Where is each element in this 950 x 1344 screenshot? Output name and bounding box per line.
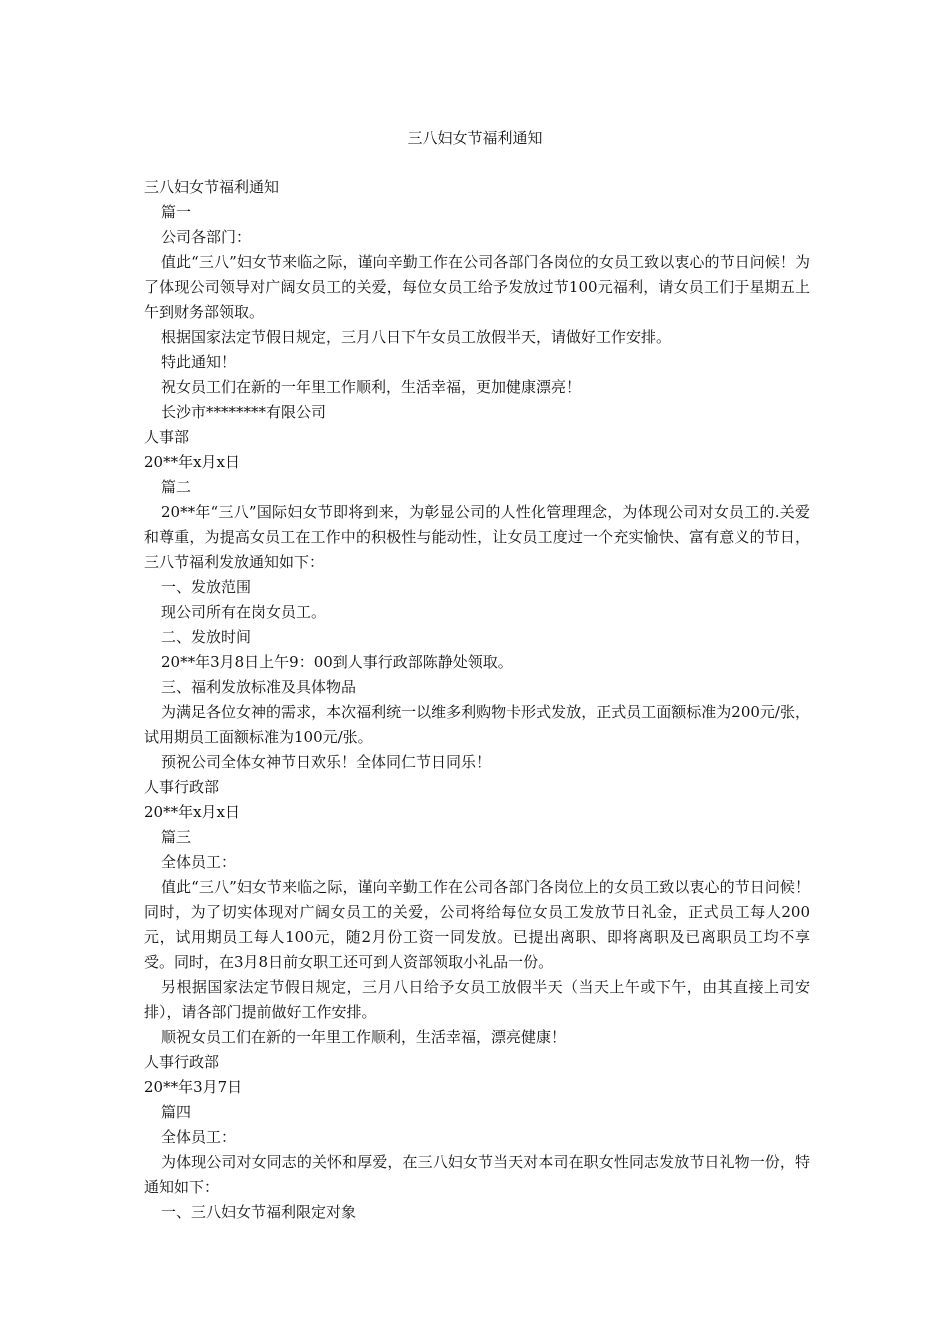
signature-date: 20**年3月7日 [144,1078,243,1096]
paragraph: 另根据国家法定节假日规定，三月八日给予女员工放假半天（当天上午或下午，由其直接上司安排），请各部门提前做好工作安排。 [144,978,810,1021]
section-heading: 篇二 [161,478,192,496]
paragraph: 特此通知！ [161,353,237,371]
signature-department: 人事行政部 [144,1053,220,1071]
list-heading: 三、福利发放标准及具体物品 [161,678,357,696]
paragraph: 20**年3月8日上午9：00到人事行政部陈静处领取。 [161,653,513,671]
document-body [144,175,810,1225]
signature-company: 长沙市********有限公司 [161,403,327,421]
paragraph: 三八妇女节福利通知 [144,178,280,196]
signature-date: 20**年x月x日 [144,453,241,471]
paragraph: 值此“三八”妇女节来临之际，谨向辛勤工作在公司各部门各岗位上的女员工致以衷心的节日问候！同时，为了切实体现对广阔女员工的关爱，公司将给每位女员工发放节日礼金，正式员工每人200元，试用期员工每人100元，随2月份工资一同发放。已提出离职、即将离职及已离职员工均不享受。同时，在3月8日前女职工还可到人资部领取小礼品一份。 [144,878,810,971]
section-heading: 篇四 [161,1103,192,1121]
document-title: 三八妇女节福利通知 [407,129,543,147]
section-heading: 篇一 [161,203,192,221]
list-heading: 二、发放时间 [161,628,252,646]
salutation: 全体员工： [161,1128,237,1146]
paragraph: 现公司所有在岗女员工。 [161,603,327,621]
signature-department: 人事部 [144,428,190,446]
paragraph: 顺祝女员工们在新的一年里工作顺利，生活幸福，漂亮健康！ [161,1028,567,1046]
paragraph: 为体现公司对女同志的关怀和厚爱，在三八妇女节当天对本司在职女性同志发放节日礼物一份，特通知如下： [144,1153,810,1196]
list-heading: 一、三八妇女节福利限定对象 [161,1203,357,1221]
salutation: 公司各部门： [161,228,252,246]
paragraph: 预祝公司全体女神节日欢乐！全体同仁节日同乐！ [161,753,492,771]
paragraph: 祝女员工们在新的一年里工作顺利，生活幸福，更加健康漂亮！ [161,378,582,396]
signature-date: 20**年x月x日 [144,803,241,821]
section-heading: 篇三 [161,828,192,846]
salutation: 全体员工： [161,853,237,871]
paragraph: 20**年“三八”国际妇女节即将到来，为彰显公司的人性化管理理念，为体现公司对女员工的.关爱和尊重，为提高女员工在工作中的积极性与能动性，让女员工度过一个充实愉快、富有意义的节日，三八节福利发放通知如下： [144,503,810,571]
paragraph: 为满足各位女神的需求，本次福利统一以维多利购物卡形式发放，正式员工面额标准为200元/张，试用期员工面额标准为100元/张。 [144,703,810,746]
list-heading: 一、发放范围 [161,578,252,596]
paragraph: 根据国家法定节假日规定，三月八日下午女员工放假半天，请做好工作安排。 [161,328,672,346]
signature-department: 人事行政部 [144,778,220,796]
paragraph: 值此“三八”妇女节来临之际，谨向辛勤工作在公司各部门各岗位的女员工致以衷心的节日问候！为了体现公司领导对广阔女员工的关爱，每位女员工给予发放过节100元福利，请女员工们于星期五上午到财务部领取。 [144,253,810,321]
